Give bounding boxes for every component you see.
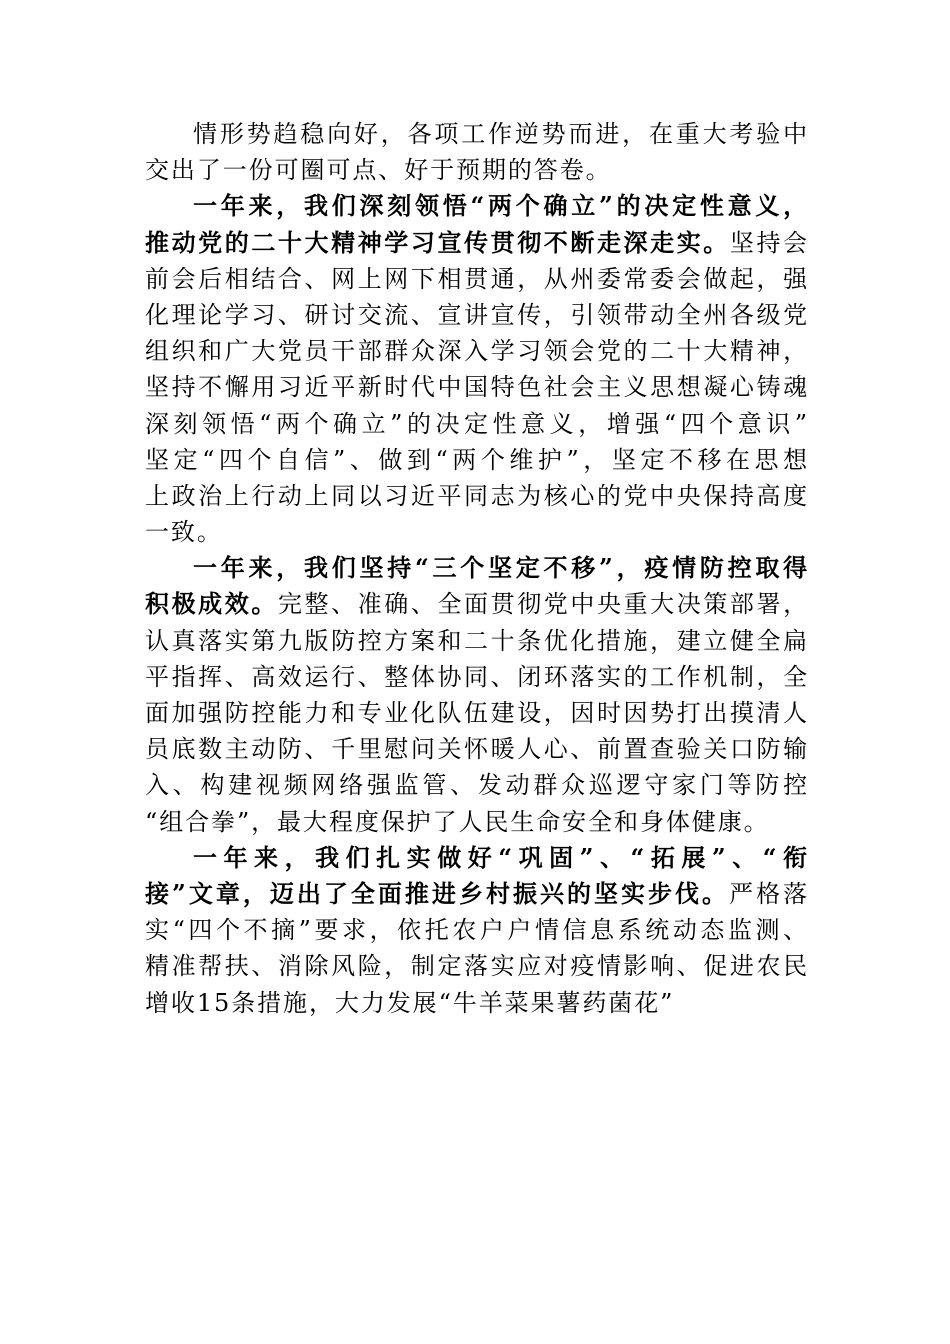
paragraph-line: [145, 188, 809, 224]
paragraph-line: [145, 876, 809, 912]
paragraph-line: [145, 912, 809, 948]
paragraph-line: [145, 514, 809, 550]
text-run: 员底数主动防、千里慰问关怀暖人心、前置查验关口防输: [145, 735, 809, 764]
paragraph-line: [145, 152, 809, 188]
paragraph: [145, 188, 809, 550]
paragraph-line: [145, 478, 809, 514]
text-run: 平指挥、高效运行、整体协同、闭环落实的工作机制，全: [145, 662, 809, 691]
paragraph-line: [145, 840, 809, 876]
text-run: 坚定“四个自信”、做到“两个维护”，坚定不移在思想: [145, 445, 809, 474]
bold-heading-run: 推动党的二十大精神学习宣传贯彻不断走深走实。: [145, 227, 730, 257]
bold-heading-run: 积极成效。: [145, 589, 278, 619]
paragraph-line: [145, 550, 809, 586]
paragraph-line: [145, 369, 809, 405]
paragraph-line: [145, 804, 809, 840]
paragraph-line: [145, 695, 809, 731]
text-run: 严格落: [729, 879, 810, 908]
text-run: 交出了一份可圈可点、好于预期的答卷。: [145, 156, 612, 185]
bold-heading-run: 接”文章，迈出了全面推进乡村振兴的坚实步伐。: [145, 878, 730, 908]
paragraph-line: [145, 406, 809, 442]
text-run: 前会后相结合、网上网下相贯通，从州委常委会做起，强: [145, 264, 809, 293]
text-run: 深刻领悟“两个确立”的决定性意义，增强“四个意识”: [145, 409, 809, 438]
text-run: 实“四个不摘”要求，依托农户户情信息系统动态监测、: [145, 916, 809, 945]
document-body: [145, 116, 809, 1021]
paragraph-line: [145, 116, 809, 152]
text-run: 化理论学习、研讨交流、宣讲宣传，引领带动全州各级党: [145, 300, 809, 329]
text-run: 坚持不懈用习近平新时代中国特色社会主义思想凝心铸魂: [145, 373, 809, 402]
paragraph-line: [145, 948, 809, 984]
text-run: 完整、准确、全面贯彻党中央重大决策部署，: [277, 590, 809, 619]
text-run: 面加强防控能力和专业化队伍建设，因时因势打出摸清人: [145, 699, 809, 727]
paragraph: [145, 550, 809, 840]
paragraph-line: [145, 442, 809, 478]
paragraph-line: [145, 333, 809, 369]
paragraph-line: [145, 767, 809, 803]
text-run: 情形势趋稳向好，各项工作逆势而进，在重大考验中: [193, 120, 809, 148]
text-run: 坚持会: [729, 228, 809, 257]
paragraph: [145, 840, 809, 1021]
paragraph-line: [145, 586, 809, 622]
bold-heading-run: 一年来，我们坚持“三个坚定不移”，疫情防控取得: [193, 553, 809, 583]
text-run: 入、构建视频网络强监管、发动群众巡逻守家门等防控: [145, 771, 809, 800]
bold-heading-run: 一年来，我们扎实做好“巩固”、“拓展”、“衔: [193, 842, 809, 872]
text-run: “组合拳”，最大程度保护了人民生命安全和身体健康。: [145, 807, 770, 836]
paragraph-line: [145, 731, 809, 767]
paragraph-line: [145, 261, 809, 297]
paragraph-line: [145, 985, 809, 1021]
text-run: 上政治上行动上同以习近平同志为核心的党中央保持高度: [145, 481, 809, 510]
text-run: 一致。: [145, 518, 223, 547]
paragraph-line: [145, 225, 809, 261]
text-run: 精准帮扶、消除风险，制定落实应对疫情影响、促进农民: [145, 952, 809, 981]
text-run: 认真落实第九版防控方案和二十条优化措施，建立健全扁: [145, 626, 809, 655]
paragraph-line: [145, 623, 809, 659]
text-run: 增收15条措施，大力发展“牛羊菜果薯药菌花”: [145, 988, 675, 1017]
paragraph-line: [145, 297, 809, 333]
text-run: 组织和广大党员干部群众深入学习领会党的二十大精神，: [145, 337, 809, 366]
paragraph: [145, 116, 809, 188]
paragraph-line: [145, 659, 809, 695]
bold-heading-run: 一年来，我们深刻领悟“两个确立”的决定性意义，: [193, 191, 809, 221]
